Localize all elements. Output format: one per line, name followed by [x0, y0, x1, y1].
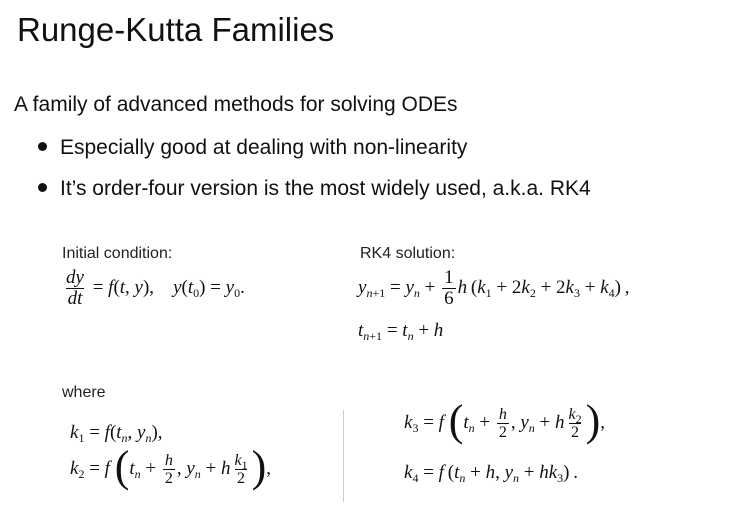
one-sixth-fraction: $\frac{1}{6}$ — [444, 267, 454, 309]
bullet-item — [38, 135, 467, 161]
bullet-text: Especially good at dealing with non-linearity — [60, 136, 468, 159]
bullet-dot-icon — [38, 142, 47, 151]
initial-condition-label: Initial condition: — [62, 245, 173, 262]
rk4-solution-label: RK4 solution: — [360, 245, 456, 262]
bullet-text: It’s order-four version is the most widely used, a.k.a. RK4 — [60, 177, 591, 200]
k2-equation: $k_2 = f$ ($t_n$ + $\frac{h}{2}$ , $y_n + h$ $\frac{k_1}{2}$ ), — [70, 441, 272, 491]
intro-text: A family of advanced methods for solving ODEs — [14, 93, 458, 116]
rk4-t-update-equation: $t_{n+1} = t_n + h$ — [358, 320, 444, 343]
k3-equation: $k_3 = f$ ($t_n$ + $\frac{h}{2}$ , $y_n + h$ $\frac{k_2}{2}$ ), — [404, 395, 606, 445]
dy-dt-fraction: $\frac{dy}{dt}$ — [66, 267, 84, 309]
k1-equation: $k_1 = f(t_n$, $y_n$), — [70, 422, 163, 445]
where-label: where — [62, 384, 106, 401]
column-divider — [343, 410, 344, 502]
initial-condition-equation: $\frac{dy}{dt}$ = f(t, y), $y(t_0) = y_0$. — [66, 267, 245, 309]
k4-equation: $k_4 = f$ ($t_n + h$, $y_n + hk_3$) . — [404, 462, 579, 485]
bullet-item — [38, 176, 591, 202]
rk4-y-update-equation: $y_{n+1} = y_n$ + $\frac{1}{6}$ h $(k_1 + 2k_2 + 2k_3 + k_4)$ , — [358, 267, 630, 309]
slide-title: Runge-Kutta Families — [17, 11, 335, 48]
bullet-dot-icon — [38, 183, 47, 192]
